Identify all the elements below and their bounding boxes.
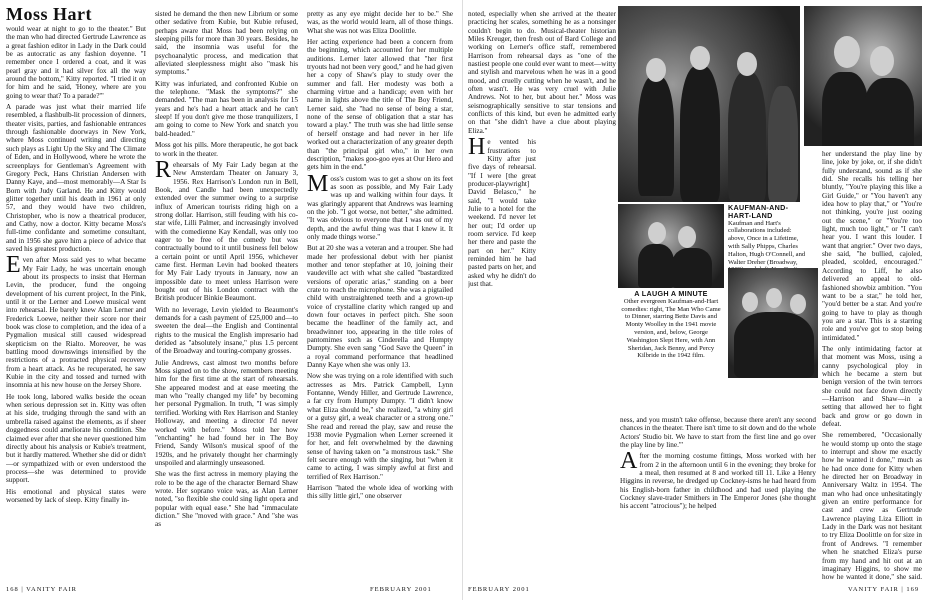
caption-body: Other evergreen Kaufman-and-Hart comedies: right, The Man Who Came to Dinner, starring Bette Davis and Monty Woolley in the 1941 movie version, and, below, George Washington Slept Here, with Ann Sheridan, Jack Benny, and Percy Kilbride in the 1942 film.: [621, 297, 721, 360]
paragraph: her understand the play line by line, joke by joke, or, if she didn't fully understand, sound as if she did. She recalls his telling her bluntly, "You're playing this like a Girl Guide," or "You haven't any idea how to play that," or "You're not thinking, you're just oozing out the scene," or "You're too light, much too light," or "I can't hear you. I want this louder. I want that angrier." Over two days, she said, "he bullied, cajoled, pleaded, scolded, encouraged." According to Liff, he also delivered an appeal to old-fashioned showbiz ambition. "You want to be a star," he told her, "you'd better be a star. And you're going to have to play as though you are a star. This is a starring role and you've got to stop being intimidated.": [822, 150, 922, 342]
paragraph: would wear at night to go to the theater." But the man who had directed Gertrude Lawrence as a great fashion editor in Lady in the Dark could be as autocratic as any fashion doyenne. "I remember once I ordered a coat, and it was pearl gray and it had silver fox all the way around the bottom," Kitty reported. "I tried it on for him and he said, 'Honey, where are you going to wear that? To a parade?'": [6, 25, 146, 100]
issue-date: FEBRUARY 2001: [468, 586, 530, 593]
folio-left: 168 | VANITY FAIR: [6, 586, 77, 593]
paragraph: Now she was trying on a role identified with such actresses as Mrs. Patrick Campbell, Lynn Fontanne, Wendy Hiller, and Gertrude Lawrence, a far cry from Humpty Dumpty. "I didn't know what Eliza should be," she realized, "a whiny girl or a gutsy girl, a weak character or a strong one." She read and reread the play, saw and reuse the 1938 movie Pygmalion when Lerner screened it for her, and felt overwhelmed by the dawning sense of having taken on "a monstrous task." She felt secure enough with the singing, but "when it came to acting, I was simply awful at first and terrified of Rex Harrison.": [307, 372, 453, 481]
paragraph: Her acting experience had been a concern from the beginning, which accounted for her multiple auditions. Lerner later allowed that "her first tryouts had not been very good," and he had given her a copy of Shaw's play to study over the summer and fall. Her modesty was both a charming virtue and a handicap; even with her name in lights above the title of The Boy Friend, Lerner said, she "had no sense of being a star, none of the sense of obligation that a star has toward a play." The truth was she had little sense of herself onstage and had never in her life worked out a characterization of any greater depth than "the principal girl who," in her own description, "makes goo-goo eyes at Our Hero and gets him in the end.": [307, 38, 453, 172]
paragraph: Moss got his pills. More therapeutic, he got back to work in the theater.: [155, 141, 298, 158]
left-column-1: [6, 25, 146, 581]
gutter-divider: [462, 0, 463, 600]
paragraph: Kitty was infuriated, and confronted Kubie on the telephone. "Mask the symptoms?" she demanded. "The man has been in analysis for 15 years and he's had a heart attack and he can't sleep! If you don't give me those tranquilizers, I am going to come to New York and snatch you bald-headed.": [155, 79, 298, 138]
paragraph: Harrison "hated the whole idea of working with this silly little girl," one observer: [307, 483, 453, 501]
page-header: Moss Hart: [6, 4, 92, 24]
photo-once-in-a-lifetime: [618, 6, 800, 202]
caption-a-laugh-a-minute: [618, 290, 724, 360]
caption-title: KAUFMAN-AND-HART-LAND: [728, 203, 789, 220]
paragraph: The only intimidating factor at that moment was Moss, using a canny psychological ploy in which he became a stern but benign version of the twin terrors she could not face down directly—Harrison and Shaw—in a setting that allowed her to fight back and grow or go down in defeat.: [822, 344, 922, 428]
photo-you-cant-take-it-with-you: [804, 6, 922, 146]
paragraph: She remembered, "Occasionally he would stomp up onto the stage to interrupt and show me exactly how he wanted it done," much as he had once done for Kitty when he directed her on Broadway in Anniversary Waltz in 1954. The man who had once unhesitatingly given an entire performance for cast and crew as Gertrude Lawrence playing Liza Elliott in Lady in the Dark was not hesitant to try Eliza Doolittle on for size in front of Andrews. "I remember when he snatched Eliza's purse from my hand and hit out at an imaginary Higgins, to show me how he wanted it done," she said.: [822, 431, 922, 582]
left-page: [0, 0, 460, 600]
paragraph: Moss's custom was to get a show on its feet as soon as possible, and My Fair Lady was up and walking within four days. It was glaringly apparent that Andrews was learning on the job. "I got worse, not better," she admitted. "It was obvious to everyone that I was out of my depth, and the awful thing was that I knew it. It only made things worse.": [307, 170, 453, 241]
paragraph: After the morning costume fittings, Moss worked with her from 2 in the afternoon until 6 in the evening; they broke for a meal, then resumed at 8 and worked till 11. Like a Henry Higgins in reverse, he dredged up Cockney-isms he had heard from his English-born father in childhood and had used playing the Cockney slave-trader Smithers in The Emperor Jones (she thought his accent "atrocious"); he helped: [620, 448, 816, 511]
paragraph: Rehearsals of My Fair Lady began at the New Amsterdam Theater on January 3, 1956. Rex Harrison's London run in Bell, Book, and Candle had been unexpectedly extended over the summer owing to a surprise influx of American tourists riding high on a strong dollar. Harrison, still feuding with his co-star wife, Lilli Palmer, and increasingly involved with the comedienne Kay Kendall, was only too eager to be free of the comedy but was contractually bound to it until business fell below a certain point or until April 1956, whichever came first. Herman Levin had booked theaters for My Fair Lady tryouts in January, now an impossible date to meet unless Harrison were bought out of his London contract with the British producer Binkie Beaumont.: [155, 156, 298, 303]
left-column-3: [307, 10, 453, 581]
right-page: [466, 0, 926, 600]
paragraph: pretty as any eye might decide her to be." She was, as the world would learn, all of those things. What she was not was Eliza Doolittle.: [307, 10, 453, 35]
caption-title: A LAUGH A MINUTE: [634, 289, 708, 298]
right-column-3: [822, 150, 922, 582]
paragraph: But at 20 she was a veteran and a trouper. She had made her professional debut with her pianist mother and tenor stepfather at 10, joining their vaudeville act with what she called "bastardized versions of operatic arias," standing on a beer crate to reach the microphone. She was a pigtailed child with unstraightened teeth and a grown-up voice of crystalline clarity which ranged up and down four octaves in perfect pitch. She soon became the headliner of the family act, and breadwinner too, appearing in the title roles of pantomimes such as Cinderella and Humpty Dumpty. She even sang "God Save the Queen" in a royal command performance that headlined Danny Kaye when she was only 13.: [307, 244, 453, 370]
photo-man-who-came-to-dinner: [618, 204, 724, 288]
paragraph: Julie Andrews, cast almost two months before Moss signed on to the show, remembers meeting him for the first time at the start of rehearsals. She appeared modest and at ease meeting the man who "really changed my life" by becoming her personal Pygmalion. In truth, "I was simply terrified. Working with Rex Harrison and Stanley Holloway, and meeting a director I'd never worked with before." Moss told her how "enchanting" he had found her in The Boy Friend, Sandy Wilson's musical spoof of the 1920s, and he privately thought her charmingly unspoiled and alarmingly unseasoned.: [155, 358, 298, 467]
paragraph: noted, especially when she arrived at the theater practicing her scales, something he as a nonsinger couldn't begin to do. Musical-theater historian Miles Kreuger, then fresh out of Bard College and working on Lerner's office staff, remembered Harrison from rehearsal days as "one of the nastiest people one could ever want to meet—witty and stylish and marvelous when he was in a good mood, and cruelly cutting when he wasn't, and he often wasn't. He was very cruel with Julie Andrews. Not to her, but about her." Moss was seismographically sensitive to star tensions and conflicts of this kind, but even he admitted early on that "she didn't have a clue about playing Eliza.": [468, 10, 616, 135]
right-column-1: [468, 10, 616, 410]
paragraph: Even after Moss said yes to what became My Fair Lady, he was uncertain enough about its prospects to insist that Herman Levin, the producer, fund the ongoing development of his current project, In the Pink, until it or the Lerner and Loewe musical went into rehearsal. He barely knew Alan Lerner and Frederick Loewe, neither their score nor their book was close to completion, and the idea of a Pygmalion musical still caused widespread skepticism on the Rialto. Moreover, he was battling mood downswings intensified by the restrictions of a protracted physical recovery from a heart attack. As he recuperated, he saw Kubie in the city and tossed and turned with insomnia at his new house on the Jersey Shore.: [6, 252, 146, 390]
paragraph: He took long, labored walks beside the ocean when serious depression set in. Kitty was often at his side, trudging through the sand with an umbrella raised against the elements, as if sheer doggedness could ameliorate his condition. She claimed ever after that she never questioned him directly about his analysis or Kubie's treatment, but it hardly mattered. Whether she did or didn't—or sympathized with or even understood the process—she was determined to provide support.: [6, 392, 146, 485]
paragraph: A parade was just what their married life resembled, a flashbulb-lit procession of dinners, theater visits, parties, and fashionable entrances through fashionable doorways in New York, where Moss continued writing and directing such plays as Light Up the Sky and The Climate of Eden, and in Hollywood, where he wrote the screenplays for Gentleman's Agreement with Gregory Peck, Hans Christian Andersen with Danny Kaye, and—most memorably—A Star Is Born with Judy Garland. He and Kitty would glitter together until his death in 1961 at only 57, and they would have two children, Christopher, who is now a theatrical producer, and Cathy, now a doctor. Kitty became Moss's full-time confidante and sometime consultant, and in 1956 she gave him a piece of advice that saved his greatest production.: [6, 103, 146, 253]
paragraph: He vented his frustrations to Kitty after just five days of rehearsal. "If I were [the great producer-playwright] David Belasco," he said, "I would take Julie to a hotel for the weekend. I'd never let her out; I'd order up room service. I'd keep her there and paste the part on her." Kitty reminded him he had pasted parts on her, and asked why he didn't do just that.: [468, 134, 536, 288]
paragraph: ness, and you mustn't take offense, because there aren't any second chances in the theater. There isn't time to sit down and do the whole Actors' Studio bit. We have to start from the first line and go over the play line by line.'": [620, 416, 816, 450]
paragraph: sisted he demand the then new Librium or some other sedative from Kubie, but Kubie refused, perhaps aware that Moss had been relying on sleeping pills for more than 30 years. Besides, he said, the insomnia was useful for the psychoanalytic process, and medication that alleviated sleeplessness might also "mask his symptoms.": [155, 10, 298, 77]
folio-right: VANITY FAIR | 169: [848, 586, 920, 593]
caption-body: Kaufman and Hart's collaborations included: above, Once in a Lifetime, with Sally Phipps, Charles Halton, Hugh O'Connell, and Walter Dreher (Broadway,: [728, 219, 806, 266]
photo-george-washington-slept-here: [728, 268, 818, 378]
paragraph: With no leverage, Levin yielded to Beaumont's demands for a cash payment of £25,000 and—to sweeten the deal—the English and Continental rights to the musical the English impresario had derided as "absolutely insane," plus 1.5 percent of the Broadway and touring-company grosses.: [155, 305, 298, 356]
right-column-2: [620, 416, 816, 582]
paragraph: His emotional and physical states were worsened by lack of sleep. Kitty finally in-: [6, 487, 146, 504]
left-column-2: [155, 10, 298, 581]
paragraph: She was the first actress in memory playing the role to be the age of the character Bernard Shaw wrote. Her soprano voice was, as Alan Lerner noted, "so flexible she could sing light opera and popular with equal ease." She had "immaculate diction." She "moved with grace." And "she was as: [155, 470, 298, 529]
issue-date: FEBRUARY 2001: [370, 586, 432, 593]
